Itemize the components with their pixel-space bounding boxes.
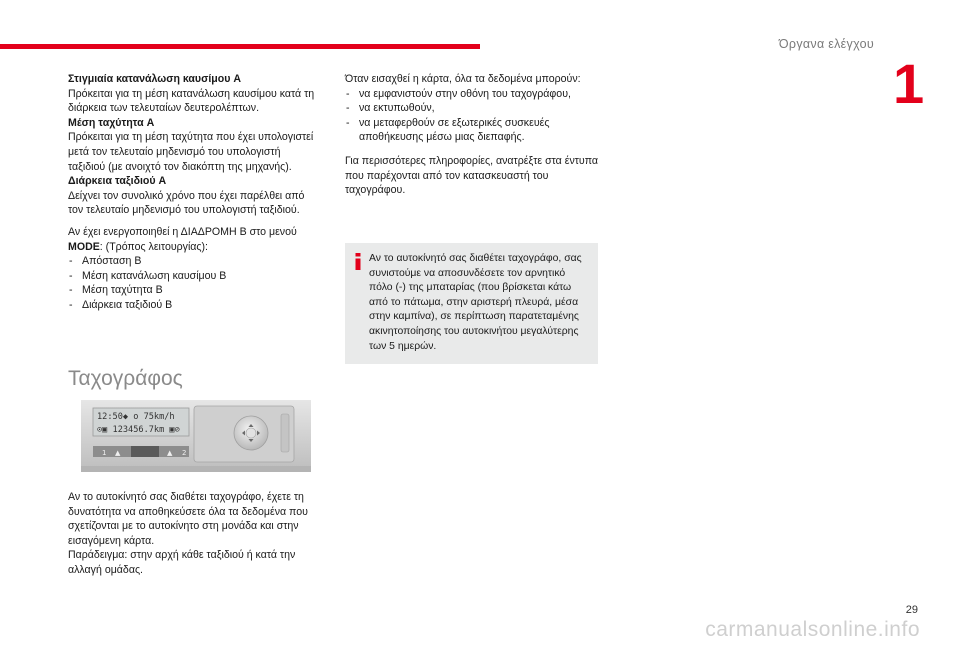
list-item: - να εμφανιστούν στην οθόνη του ταχογράφου, <box>345 87 605 102</box>
trip-b-list <box>68 254 320 312</box>
knob-center-button[interactable] <box>246 428 256 438</box>
left-column <box>68 72 320 313</box>
tachograph-illustration <box>81 400 311 472</box>
list-item: - Απόσταση B <box>68 254 320 269</box>
right-column <box>345 72 605 198</box>
trip-b-intro <box>68 225 320 254</box>
card-slot <box>131 446 159 457</box>
slot-1-label: 1 <box>102 449 107 457</box>
info-box <box>345 243 598 364</box>
eject-icon: ▲ <box>115 449 121 457</box>
watermark: carmanualsonline.info <box>705 618 920 641</box>
tachograph-description <box>68 490 324 578</box>
header-accent-bar <box>0 44 480 49</box>
list-item: - Μέση κατανάλωση καυσίμου B <box>68 269 320 284</box>
mode-description: : (Τρόπος λειτουργίας): <box>99 240 209 253</box>
text-average-speed: Πρόκειται για τη μέση ταχύτητα που έχει υπολογιστεί μετά τον τελευταίο μηδενισμό του υπολογιστή ταξιδιού (με ανοιχτό τον διακόπτη της μηχανής). <box>68 131 314 173</box>
heading-instant-consumption: Στιγμιαία κατανάλωση καυσίμου A <box>68 73 242 85</box>
trip-b-intro-text: Αν έχει ενεργοποιηθεί η ΔΙΑΔΡΟΜΗ B στο μενού <box>68 225 297 238</box>
tacho-line-1: 12:50◆ o 75km/h <box>97 412 175 422</box>
list-item: - Μέση ταχύτητα B <box>68 283 320 298</box>
side-latch <box>281 414 289 452</box>
tacho-base <box>81 466 311 472</box>
page-number: 29 <box>905 604 918 616</box>
list-item: - να μεταφερθούν σε εξωτερικές συσκευές αποθήκευσης μέσω μιας διεπαφής. <box>345 116 605 145</box>
tacho-line-2: ⊙▣ 123456.7km ▣⊘ <box>97 425 180 435</box>
page-header-title: Όργανα ελέγχου <box>778 37 874 51</box>
text-tachograph-example: Παράδειγμα: στην αρχή κάθε ταξιδιού ή κατά την αλλαγή ομάδας. <box>68 549 296 576</box>
slot-2-label: 2 <box>182 449 187 457</box>
mode-label: MODE <box>68 240 100 253</box>
info-icon <box>355 253 361 270</box>
heading-average-speed: Μέση ταχύτητα A <box>68 116 155 129</box>
heading-trip-duration: Διάρκεια ταξιδιού A <box>68 175 167 188</box>
list-item: - να εκτυπωθούν, <box>345 101 605 116</box>
eject-icon: ▲ <box>167 449 173 457</box>
text-instant-consumption: Πρόκειται για τη μέση κατανάλωση καυσίμου κατά τη διάρκεια των τελευταίων δευτερολέπτων. <box>68 87 315 115</box>
card-data-list <box>345 87 605 145</box>
section-title-tachograph: Ταχογράφος <box>68 367 183 390</box>
info-text: Αν το αυτοκίνητό σας διαθέτει ταχογράφο, σας συνιστούμε να αποσυνδέσετε τον αρνητικό πόλο (-) της μπαταρίας (που βρίσκεται κάτω από το πάτωμα, στην αριστερή πλευρά, μέσα στην καμπίνα), σε περίπτωση παρατεταμένης ακινητοποίησης του αυτοκινήτου μεγαλύτερης των 5 ημερών. <box>369 253 582 352</box>
text-card-intro: Όταν εισαχθεί η κάρτα, όλα τα δεδομένα μπορούν: <box>345 73 581 85</box>
list-item: - Διάρκεια ταξιδιού B <box>68 298 320 313</box>
text-more-info: Για περισσότερες πληροφορίες, ανατρέξτε στα έντυπα που παρέχονται από τον κατασκευαστή του ταχογράφου. <box>345 154 599 197</box>
chapter-number: 1 <box>893 52 925 115</box>
text-trip-duration: Δείχνει τον συνολικό χρόνο που έχει παρέλθει από τον τελευταίο μηδενισμό του υπολογιστή ταξιδιού. <box>68 189 305 217</box>
text-tachograph-intro: Αν το αυτοκίνητό σας διαθέτει ταχογράφο, έχετε τη δυνατότητα να αποθηκεύσετε όλα τα δεδομένα που σχετίζονται με το αυτοκίνητο στη μονάδα και στην εισαγόμενη κάρτα. <box>68 491 308 547</box>
